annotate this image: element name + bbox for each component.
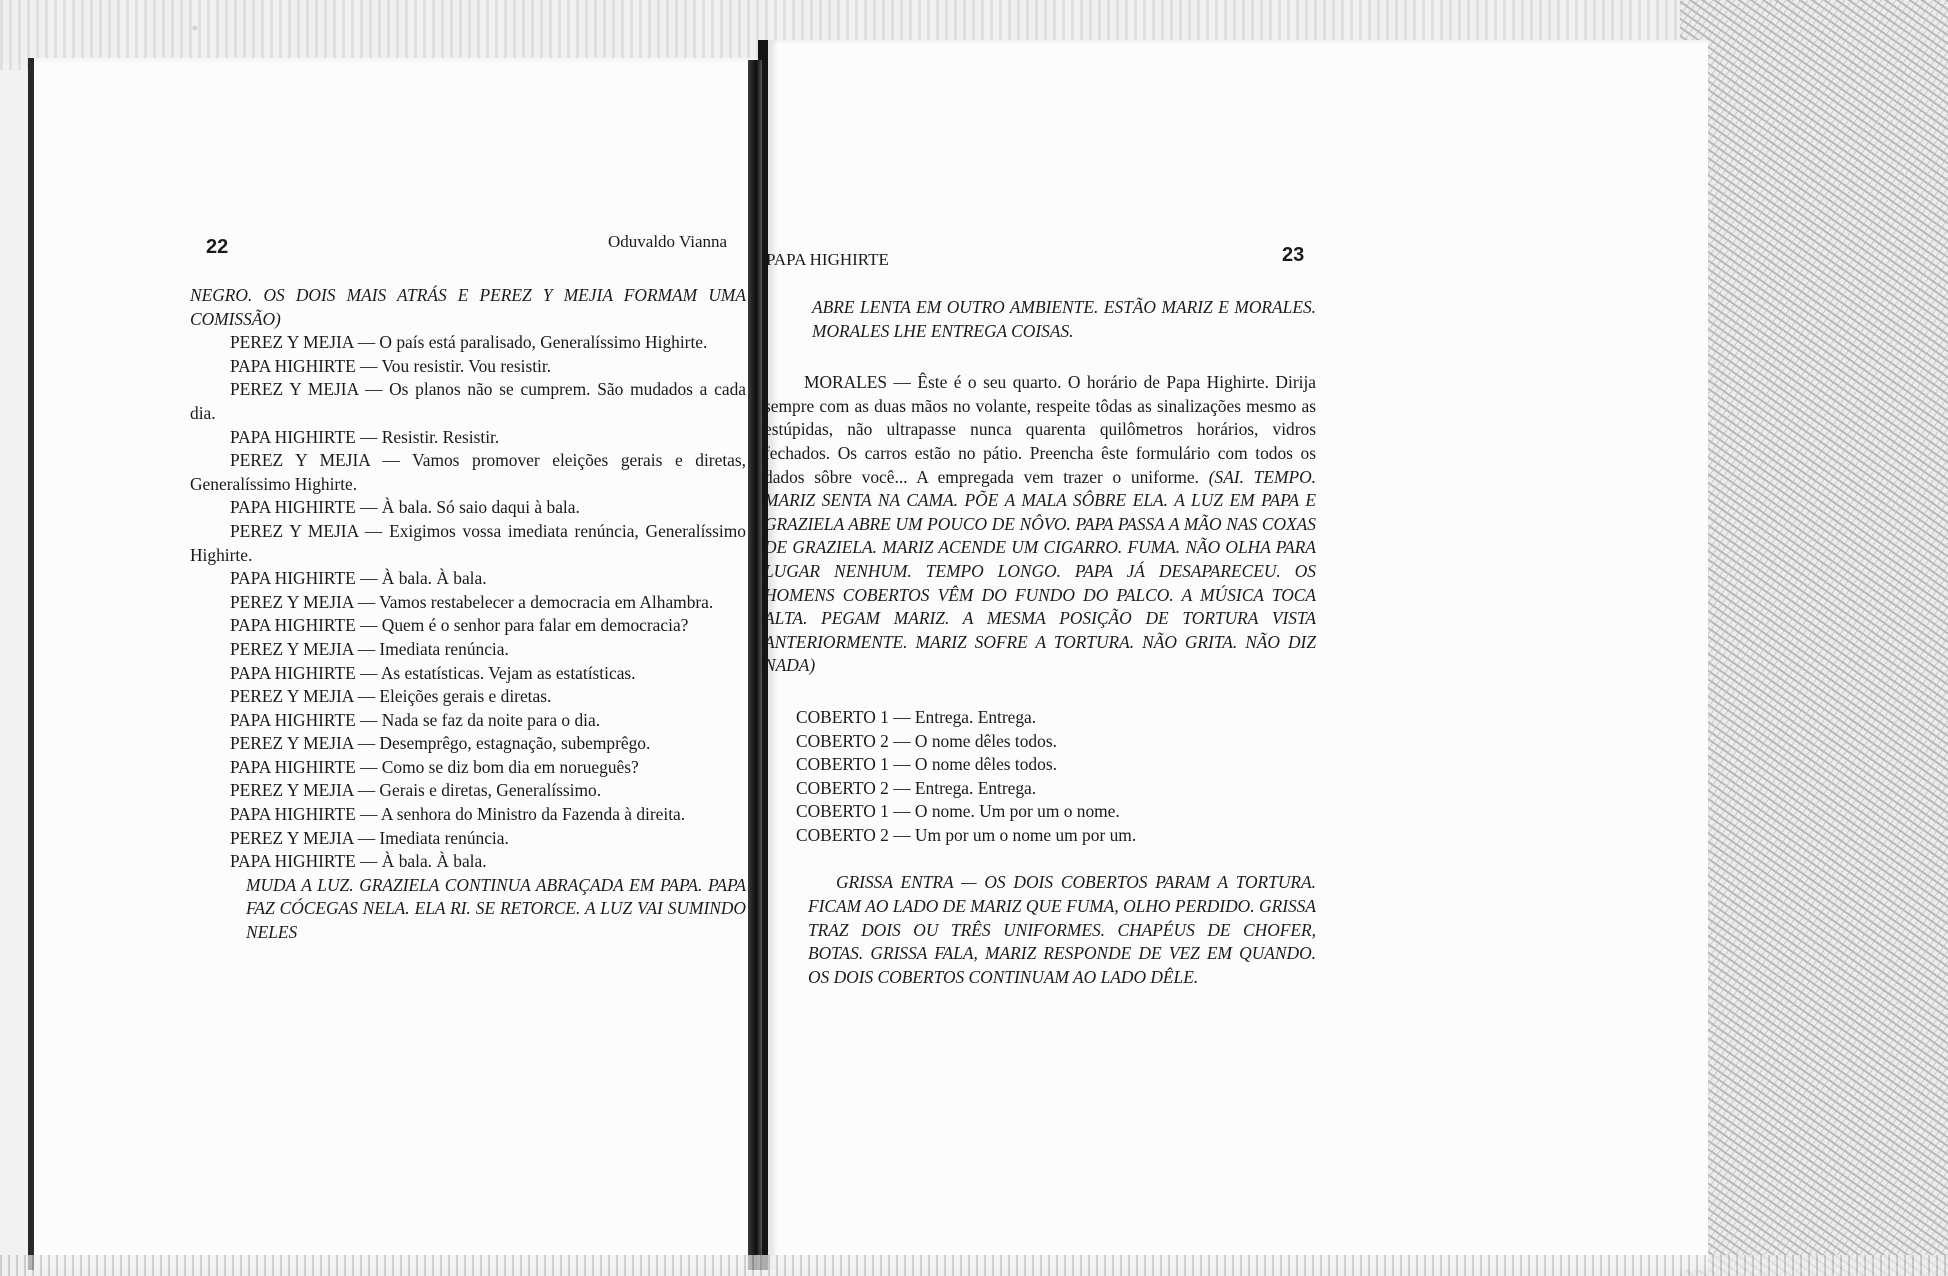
dialog-line: PAPA HIGHIRTE — Nada se faz da noite para o dia.: [230, 709, 601, 730]
scan-noise-right: [1680, 0, 1948, 1276]
stage-direction: MUDA A LUZ. GRAZIELA CONTINUA ABRAÇADA EM PAPA. PAPA FAZ CÓCEGAS NELA. ELA RI. SE RETORCE. A LUZ VAI SUMINDO NELES: [246, 874, 746, 943]
dialog-line: PAPA HIGHIRTE — Como se diz bom dia em norueguês?: [230, 756, 639, 777]
dialog-line: PAPA HIGHIRTE — A senhora do Ministro da Fazenda à direita.: [230, 804, 686, 825]
left-running-head: Oduvaldo Vianna: [608, 232, 728, 251]
dialog-line: PAPA HIGHIRTE — À bala. Só saio daqui à bala.: [230, 497, 580, 518]
right-running-head: PAPA HIGHIRTE: [766, 250, 889, 269]
left-page-text: [190, 284, 746, 945]
dialog-line: PEREZ Y MEJIA — Imediata renúncia.: [230, 638, 509, 659]
dialog-line: PAPA HIGHIRTE — À bala. À bala.: [230, 851, 487, 872]
dialog-line: COBERTO 2 — Um por um o nome um por um.: [796, 824, 1137, 845]
dialog-line: PEREZ Y MEJIA — Gerais e diretas, Generalíssimo.: [230, 780, 602, 801]
left-page-number: 22: [206, 236, 229, 258]
dialog-line: COBERTO 2 — Entrega. Entrega.: [796, 777, 1037, 798]
dialog-line: PAPA HIGHIRTE — Vou resistir. Vou resistir.: [230, 355, 552, 376]
stage-direction-bottom: GRISSA ENTRA — OS DOIS COBERTOS PARAM A TORTURA. FICAM AO LADO DE MARIZ QUE FUMA, OLHO PERDIDO. GRISSA TRAZ DOIS OU TRÊS UNIFORMES. CHAPÉUS DE CHOFER, BOTAS. GRISSA FALA, MARIZ RESPONDE DE VEZ EM QUANDO. OS DOIS COBERTOS CONTINUAM AO LADO DÊLE.: [808, 872, 1316, 987]
dialog-line: PEREZ Y MEJIA — Desemprêgo, estagnação, subemprêgo.: [230, 733, 651, 754]
dialog-line: COBERTO 1 — Entrega. Entrega.: [796, 706, 1037, 727]
dialog-line: PAPA HIGHIRTE — À bala. À bala.: [230, 568, 487, 589]
dialog-line: PEREZ Y MEJIA — Eleições gerais e diretas.: [230, 686, 552, 707]
dialog-line: COBERTO 1 — O nome. Um por um o nome.: [796, 801, 1120, 822]
dialog-line: PEREZ Y MEJIA — Exigimos vossa imediata renúncia, Generalíssimo Highirte.: [190, 520, 746, 565]
scan-noise-bottom: [0, 1255, 1948, 1276]
dialog-line: PAPA HIGHIRTE — As estatísticas. Vejam as estatísticas.: [230, 662, 636, 683]
dialog-line: COBERTO 2 — O nome dêles todos.: [796, 730, 1057, 751]
dialog-line: PAPA HIGHIRTE — Quem é o senhor para falar em democracia?: [230, 615, 689, 636]
dialog-line: PEREZ Y MEJIA — Imediata renúncia.: [230, 827, 509, 848]
right-page-number: 23: [1282, 244, 1305, 266]
dialog-line: PEREZ Y MEJIA — Os planos não se cumprem. São mudados a cada dia.: [190, 379, 746, 423]
stage-direction: NEGRO. OS DOIS MAIS ATRÁS E PEREZ Y MEJIA FORMAM UMA COMISSÃO): [190, 285, 746, 329]
morales-speech: [764, 371, 1316, 678]
coberto-dialog: [764, 706, 1316, 848]
dialog-line: COBERTO 1 — O nome dêles todos.: [796, 754, 1057, 775]
dialog-line: PAPA HIGHIRTE — Resistir. Resistir.: [230, 426, 500, 447]
stage-direction-top: ABRE LENTA EM OUTRO AMBIENTE. ESTÃO MARIZ E MORALES. MORALES LHE ENTREGA COISAS.: [812, 297, 1316, 341]
dialog-line: PEREZ Y MEJIA — O país está paralisado, Generalíssimo Highirte.: [230, 332, 708, 353]
right-page-text: [764, 296, 1316, 989]
dialog-line: PEREZ Y MEJIA — Vamos promover eleições gerais e diretas, Generalíssimo Highirte.: [190, 450, 746, 494]
morales-speech-text: MORALES — Êste é o seu quarto. O horário de Papa Highirte. Dirija sempre com as duas mãos no volante, respeite tôdas as sinalizações mesmo as estúpidas, não ultrapasse nunca quarenta quilômetros horários, vidros fechados. Os carros estão no pátio. Preencha êste formulário com todos os dados sôbre você... A empregada vem trazer o uniforme.: [764, 372, 1316, 487]
morales-stage-direction: (SAI. TEMPO. MARIZ SENTA NA CAMA. PÕE A MALA SÔBRE ELA. A LUZ EM PAPA E GRAZIELA ABRE UM POUCO DE NÔVO. PAPA PASSA A MÃO NAS COXAS DE GRAZIELA. MARIZ ACENDE UM CIGARRO. FUMA. NÃO OLHA PARA LUGAR NENHUM. TEMPO LONGO. PAPA JÁ DESAPARECEU. OS HOMENS COBERTOS VÊM DO FUNDO DO PALCO. A MÚSICA TOCA ALTA. PEGAM MARIZ. A MESMA POSIÇÃO DE TORTURA VISTA ANTERIORMENTE. MARIZ SOFRE A TORTURA. NÃO GRITA. NÃO DIZ NADA): [764, 466, 1316, 676]
book-gutter: [748, 60, 762, 1270]
dialog-line: PEREZ Y MEJIA — Vamos restabelecer a democracia em Alhambra.: [230, 591, 714, 612]
